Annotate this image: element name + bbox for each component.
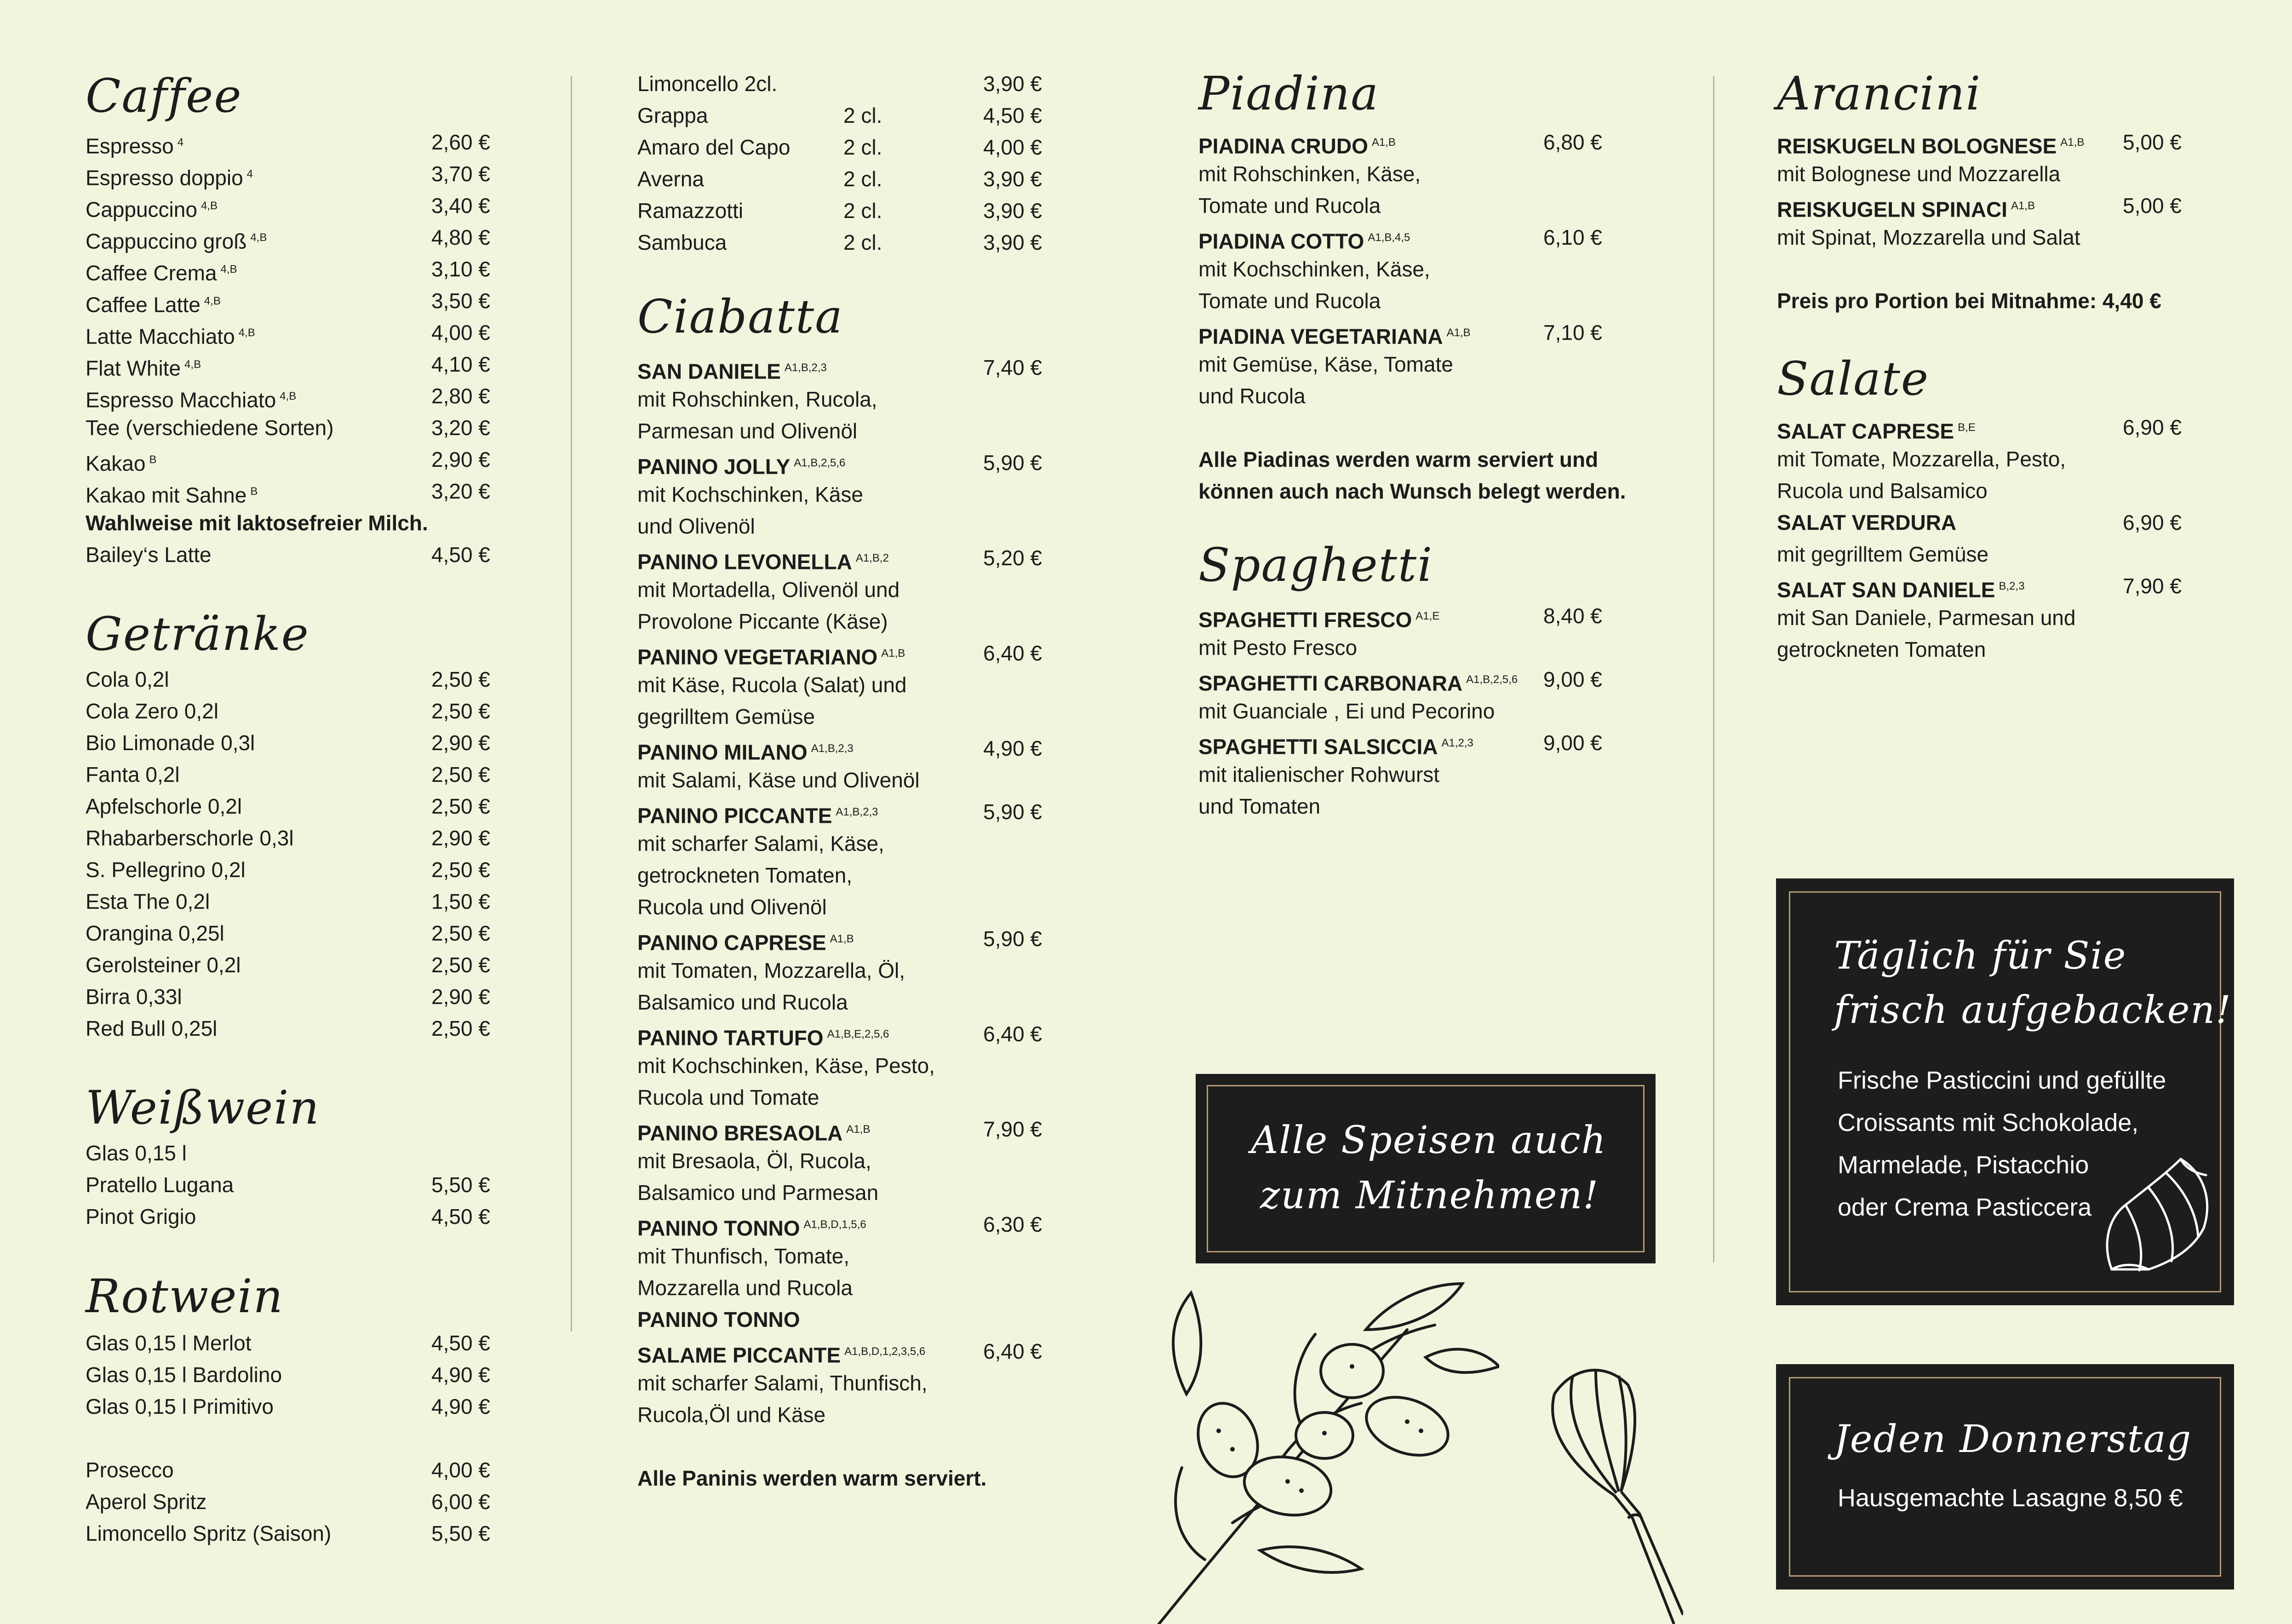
item-name: Rucola,Öl und Käse: [637, 1403, 826, 1427]
daily-text-line-1: Frische Pasticcini und gefüllte: [1838, 1067, 2166, 1094]
item-price: 5,90 €: [983, 800, 1042, 824]
item-price: 7,40 €: [983, 356, 1042, 379]
item-price: 2,90 €: [431, 826, 490, 850]
item-name: S. Pellegrino 0,2l: [86, 858, 246, 882]
item-name: PANINO TONNO: [637, 1216, 800, 1240]
item-name: Espresso Macchiato: [86, 388, 276, 412]
item-name: Aperol Spritz: [86, 1490, 207, 1514]
item-name: mit scharfer Salami, Thunfisch,: [637, 1371, 928, 1395]
allergen-codes: A1,2,3: [1441, 737, 1473, 749]
item-title: [637, 542, 889, 578]
allergen-codes: A1,B,4,5: [1368, 231, 1410, 244]
item-name: mit Bresaola, Öl, Rucola,: [637, 1149, 871, 1173]
item-price: 4,50 €: [983, 103, 1042, 127]
item-price: 5,50 €: [431, 1521, 490, 1545]
item-name: PANINO LEVONELLA: [637, 550, 852, 574]
item-price: 4,00 €: [431, 1458, 490, 1482]
column-ciabatta: [637, 0, 1042, 1624]
allergen-codes: 4,B: [280, 390, 297, 402]
item-name: Rucola und Olivenöl: [637, 895, 827, 919]
item-title: [86, 444, 156, 479]
item-name: gegrilltem Gemüse: [637, 705, 815, 729]
allergen-codes: 4: [246, 168, 253, 180]
item-name: Glas 0,15 l Primitivo: [86, 1394, 274, 1418]
item-name: PIADINA COTTO: [1198, 229, 1364, 253]
item-name: Ramazzotti: [637, 199, 744, 223]
daily-text-line-2: Croissants mit Schokolade,: [1838, 1109, 2139, 1136]
item-price: 2,90 €: [431, 448, 490, 471]
item-name: können auch nach Wunsch belegt werden.: [1198, 479, 1626, 503]
item-title: [86, 317, 255, 352]
item-name: Amaro del Capo: [637, 135, 791, 159]
item-name: mit San Daniele, Parmesan und: [1777, 606, 2076, 630]
item-name: und Tomaten: [1198, 794, 1321, 818]
allergen-codes: A1,B,D,1,2,3,5,6: [844, 1345, 926, 1358]
item-title: [637, 1113, 870, 1149]
item-name: Flat White: [86, 356, 181, 380]
item-price: 4,90 €: [431, 1394, 490, 1418]
item-price: 4,50 €: [431, 543, 490, 567]
item-name: Balsamico und Parmesan: [637, 1181, 879, 1205]
item-price: 1,50 €: [431, 889, 490, 913]
item-title: [86, 380, 296, 416]
item-name: mit Kochschinken, Käse: [637, 482, 863, 506]
item-price: 3,90 €: [983, 167, 1042, 191]
allergen-codes: 4,B: [184, 358, 201, 371]
allergen-codes: A1,B: [1371, 136, 1396, 149]
column-arancini: Arancini REISKUGELN BOLOGNESE $^{A1,B}$ 5,00 € mit Bolognese und Mozzarella REISKUGELN SPINACI $^{A1,B}$ 5,00 € mit Spinat, Mozzarella und Salat Preis pro Portion bei Mitnahme: 4,40 € Salate SALAT CAPRESE $^{B,E}$ 6,90 € mit Tomate, Mozzarella, Pesto, Rucola und Balsamico SALAT VERDURA 6,90 € mit gegrilltem Gemüse SALAT SAN DANIELE $^{B,2,3}$ 7,90 € mit San Daniele, Parmesan und getrockneten Tomaten: [1777, 0, 2191, 1624]
item-price: 3,90 €: [983, 230, 1042, 254]
item-title: [1777, 126, 2084, 162]
item-price: 7,10 €: [1543, 321, 1602, 344]
item-name: SPAGHETTI FRESCO: [1198, 608, 1412, 632]
section-title-getraenke: Getränke: [86, 607, 309, 661]
item-name: REISKUGELN SPINACI: [1777, 197, 2007, 222]
item-price: 3,50 €: [431, 289, 490, 313]
item-title: [86, 126, 183, 162]
item-title: [637, 1018, 889, 1054]
item-name: PANINO TONNO: [637, 1308, 800, 1331]
item-price: 3,10 €: [431, 257, 490, 281]
item-price: 2,50 €: [431, 1016, 490, 1040]
item-name: mit Spinat, Mozzarella und Salat: [1777, 225, 2080, 249]
item-name: Rucola und Tomate: [637, 1085, 819, 1109]
item-title: [86, 349, 201, 384]
item-name: Limoncello Spritz (Saison): [86, 1521, 332, 1545]
item-title: [1777, 412, 1976, 447]
item-size: 2 cl.: [843, 167, 882, 191]
item-title: [86, 253, 237, 289]
item-price: 3,20 €: [431, 416, 490, 440]
column-drinks: [86, 0, 490, 1624]
item-name: mit Rohschinken, Käse,: [1198, 162, 1421, 186]
column-divider-2: [1713, 76, 1714, 1262]
item-size: 2 cl.: [843, 103, 882, 127]
daily-title-line-2: frisch aufgebacken!: [1834, 988, 2232, 1032]
item-name: Rhabarberschorle 0,3l: [86, 826, 294, 850]
item-name: mit Mortadella, Olivenöl und: [637, 578, 900, 602]
item-name: mit Käse, Rucola (Salat) und: [637, 673, 907, 697]
item-name: Limoncello 2cl.: [637, 72, 778, 96]
item-name: Cappuccino groß: [86, 229, 247, 253]
allergen-codes: A1,B,2,5,6: [1466, 673, 1518, 686]
item-price: 7,90 €: [983, 1117, 1042, 1141]
item-price: 5,00 €: [2123, 130, 2182, 154]
item-name: mit Pesto Fresco: [1198, 636, 1358, 660]
item-name: Caffee Latte: [86, 293, 201, 317]
item-name: SAN DANIELE: [637, 359, 781, 384]
item-price: 2,50 €: [431, 699, 490, 723]
item-name: SALAME PICCANTE: [637, 1343, 841, 1367]
item-price: 2,50 €: [431, 921, 490, 945]
item-name: Glas 0,15 l Merlot: [86, 1331, 252, 1355]
item-name: mit Guanciale , Ei und Pecorino: [1198, 699, 1495, 723]
item-name: PANINO PICCANTE: [637, 803, 832, 828]
section-title-rotwein: Rotwein: [86, 1269, 284, 1323]
allergen-codes: A1,E: [1415, 610, 1440, 622]
item-name: Apfelschorle 0,2l: [86, 794, 242, 818]
allergen-codes: A1,B,2,3: [836, 806, 878, 818]
item-name: Tee (verschiedene Sorten): [86, 416, 334, 440]
item-name: Caffee Crema: [86, 261, 217, 285]
allergen-codes: A1,B,2: [855, 552, 889, 564]
item-price: 2,50 €: [431, 953, 490, 977]
item-name: Cola 0,2l: [86, 667, 169, 691]
allergen-codes: 4: [177, 136, 184, 149]
allergen-codes: A1,B: [2060, 136, 2085, 149]
item-price: 2,50 €: [431, 858, 490, 882]
item-name: Prosecco: [86, 1458, 174, 1482]
column-divider-1: [571, 76, 572, 1331]
item-name: Pratello Lugana: [86, 1173, 234, 1197]
item-name: SPAGHETTI CARBONARA: [1198, 671, 1463, 695]
section-title-salate: Salate: [1777, 352, 1930, 406]
item-price: 2,50 €: [431, 763, 490, 786]
item-name: SPAGHETTI SALSICCIA: [1198, 735, 1438, 759]
item-price: 3,90 €: [983, 199, 1042, 223]
allergen-codes: A1,B: [2011, 200, 2035, 212]
item-price: 6,40 €: [983, 1022, 1042, 1046]
item-name: mit italienischer Rohwurst: [1198, 763, 1440, 786]
item-title: [637, 352, 827, 387]
item-name: PANINO TARTUFO: [637, 1026, 824, 1050]
item-name: Rucola und Balsamico: [1777, 479, 1988, 503]
item-price: 7,90 €: [2123, 574, 2182, 598]
item-price: 6,90 €: [2123, 415, 2182, 439]
item-name: Tomate und Rucola: [1198, 289, 1381, 313]
item-name: Bio Limonade 0,3l: [86, 731, 255, 755]
section-title-ciabatta: Ciabatta: [637, 290, 843, 344]
item-price: 6,90 €: [2123, 511, 2182, 534]
item-price: 2,90 €: [431, 985, 490, 1009]
item-title: [86, 158, 253, 194]
item-price: 5,90 €: [983, 451, 1042, 475]
item-name: Espresso doppio: [86, 166, 243, 190]
item-price: 9,00 €: [1543, 731, 1602, 755]
allergen-codes: 4,B: [238, 327, 255, 339]
item-name: SALAT VERDURA: [1777, 511, 1957, 534]
item-name: Cola Zero 0,2l: [86, 699, 218, 723]
item-title: [637, 923, 854, 958]
allergen-codes: 4,B: [201, 200, 218, 212]
item-name: mit Tomate, Mozzarella, Pesto,: [1777, 447, 2066, 471]
allergen-codes: A1,B: [1446, 327, 1471, 339]
item-price: 6,40 €: [983, 641, 1042, 665]
item-name: Sambuca: [637, 230, 727, 254]
item-price: 5,50 €: [431, 1173, 490, 1197]
daily-bakery-box: [1776, 878, 2234, 1305]
daily-text-line-4: oder Crema Pasticcera: [1838, 1194, 2092, 1221]
item-name: Orangina 0,25l: [86, 921, 224, 945]
item-name: mit Bolognese und Mozzarella: [1777, 162, 2061, 186]
item-name: und Rucola: [1198, 384, 1306, 408]
item-price: 9,00 €: [1543, 667, 1602, 691]
item-name: Gerolsteiner 0,2l: [86, 953, 241, 977]
item-name: mit scharfer Salami, Käse,: [637, 832, 884, 855]
item-title: [1198, 222, 1410, 257]
item-title: [637, 637, 905, 673]
item-title: [1777, 570, 2025, 606]
item-title: [86, 222, 267, 257]
item-name: Fanta 0,2l: [86, 763, 180, 786]
item-name: mit Salami, Käse und Olivenöl: [637, 768, 920, 792]
allergen-codes: A1,B: [881, 647, 905, 660]
croissant-icon: [2093, 1154, 2218, 1279]
item-name: mit Thunfisch, Tomate,: [637, 1244, 850, 1268]
allergen-codes: B: [250, 485, 258, 498]
item-name: Red Bull 0,25l: [86, 1016, 218, 1040]
item-price: 5,00 €: [2123, 194, 2182, 218]
item-name: Kakao mit Sahne: [86, 483, 247, 507]
allergen-codes: A1,B,2,5,6: [794, 457, 846, 469]
allergen-codes: A1,B,E,2,5,6: [827, 1028, 889, 1040]
daily-title-line-1: Täglich für Sie: [1834, 934, 2127, 978]
item-price: 6,80 €: [1543, 130, 1602, 154]
item-title: [1198, 664, 1518, 699]
item-name: Alle Piadinas werden warm serviert und: [1198, 448, 1599, 471]
section-title-piadina: Piadina: [1198, 67, 1379, 121]
item-price: 4,90 €: [431, 1363, 490, 1387]
item-name: PANINO CAPRESE: [637, 930, 826, 955]
item-name: und Olivenöl: [637, 514, 755, 538]
item-price: 4,50 €: [431, 1331, 490, 1355]
allergen-codes: A1,B,2,3: [784, 362, 827, 374]
allergen-codes: A1,B: [846, 1123, 871, 1136]
item-name: Grappa: [637, 103, 708, 127]
item-name: Averna: [637, 167, 704, 191]
item-price: 4,50 €: [431, 1205, 490, 1228]
item-title: [637, 733, 854, 768]
item-name: Glas 0,15 l Bardolino: [86, 1363, 282, 1387]
item-title: [86, 190, 218, 225]
item-name: mit gegrilltem Gemüse: [1777, 542, 1989, 566]
item-price: 5,90 €: [983, 927, 1042, 951]
item-name: PANINO BRESAOLA: [637, 1121, 843, 1145]
thursday-box: [1776, 1364, 2234, 1590]
takeaway-box: [1196, 1074, 1656, 1263]
allergen-codes: A1,B: [830, 933, 854, 945]
allergen-codes: B: [149, 453, 157, 466]
item-name: getrockneten Tomaten: [1777, 637, 1986, 661]
item-title: [1777, 190, 2035, 225]
item-name: mit Rohschinken, Rucola,: [637, 387, 877, 411]
item-name: Cappuccino: [86, 197, 197, 222]
item-name: Wahlweise mit laktosefreier Milch.: [86, 511, 428, 535]
item-price: 4,00 €: [983, 135, 1042, 159]
allergen-codes: A1,B,2,3: [811, 742, 854, 755]
allergen-codes: A1,B,D,1,5,6: [803, 1218, 866, 1231]
takeaway-line-2: zum Mitnehmen!: [1260, 1174, 1599, 1217]
daily-text-line-3: Marmelade, Pistacchio: [1838, 1151, 2089, 1179]
item-price: 5,20 €: [983, 546, 1042, 570]
item-title: [637, 1336, 925, 1371]
item-title: [1198, 317, 1471, 352]
item-name: mit Gemüse, Käse, Tomate: [1198, 352, 1453, 376]
item-name: mit Tomaten, Mozzarella, Öl,: [637, 958, 905, 982]
item-price: 4,80 €: [431, 225, 490, 249]
item-name: PIADINA CRUDO: [1198, 134, 1368, 158]
item-price: 2,50 €: [431, 667, 490, 691]
item-size: 2 cl.: [843, 230, 882, 254]
item-price: 2,50 €: [431, 794, 490, 818]
section-title-spaghetti: Spaghetti: [1198, 538, 1433, 592]
item-title: [1198, 727, 1473, 763]
item-title: [637, 1209, 866, 1244]
item-name: Tomate und Rucola: [1198, 194, 1381, 218]
item-name: getrockneten Tomaten,: [637, 863, 853, 887]
whisk-icon: [1536, 1366, 1683, 1624]
item-name: Balsamico und Rucola: [637, 990, 848, 1014]
item-name: Alle Paninis werden warm serviert.: [637, 1466, 987, 1490]
item-size: 2 cl.: [843, 199, 882, 223]
item-price: 3,90 €: [983, 72, 1042, 96]
item-name: PANINO VEGETARIANO: [637, 645, 878, 669]
item-name: SALAT SAN DANIELE: [1777, 578, 1995, 602]
thursday-title: Jeden Donnerstag: [1834, 1417, 2192, 1461]
thursday-text: Hausgemachte Lasagne 8,50 €: [1838, 1484, 2183, 1512]
item-price: 8,40 €: [1543, 604, 1602, 628]
allergen-codes: B,2,3: [1999, 580, 2025, 592]
takeaway-line-1: Alle Speisen auch: [1251, 1119, 1607, 1162]
allergen-codes: B,E: [1958, 421, 1976, 434]
item-title: [637, 447, 845, 482]
item-name: Kakao: [86, 451, 146, 476]
item-name: SALAT CAPRESE: [1777, 419, 1954, 443]
item-name: PIADINA VEGETARIANA: [1198, 324, 1443, 349]
item-price: 6,40 €: [983, 1339, 1042, 1363]
item-price: 3,20 €: [431, 479, 490, 503]
section-title-arancini: Arancini: [1777, 67, 1982, 121]
item-title: [86, 285, 221, 321]
item-name: Birra 0,33l: [86, 985, 182, 1009]
item-price: 6,30 €: [983, 1212, 1042, 1236]
item-name: Espresso: [86, 134, 174, 158]
item-name: PANINO JOLLY: [637, 454, 791, 479]
section-title-caffee: Caffee: [86, 69, 242, 123]
item-title: [637, 796, 878, 832]
item-price: 3,70 €: [431, 162, 490, 186]
item-price: 2,90 €: [431, 731, 490, 755]
item-price: 4,10 €: [431, 352, 490, 376]
item-name: Parmesan und Olivenöl: [637, 419, 858, 443]
item-title: [86, 476, 258, 511]
item-title: [1198, 126, 1396, 162]
item-price: 6,00 €: [431, 1490, 490, 1514]
item-name: Esta The 0,2l: [86, 889, 210, 913]
allergen-codes: 4,B: [204, 295, 221, 307]
item-name: mit Kochschinken, Käse, Pesto,: [637, 1054, 935, 1078]
item-price: 4,00 €: [431, 321, 490, 344]
item-name: Bailey‘s Latte: [86, 543, 212, 567]
item-name: Provolone Piccante (Käse): [637, 609, 888, 633]
allergen-codes: 4,B: [220, 263, 237, 275]
item-name: mit Kochschinken, Käse,: [1198, 257, 1430, 281]
item-size: 2 cl.: [843, 135, 882, 159]
item-price: 2,80 €: [431, 384, 490, 408]
item-name: Glas 0,15 l: [86, 1141, 187, 1165]
item-name: Latte Macchiato: [86, 324, 235, 349]
allergen-codes: 4,B: [250, 231, 267, 244]
item-name: Mozzarella und Rucola: [637, 1276, 853, 1300]
item-title: [1198, 600, 1439, 636]
item-price: 3,40 €: [431, 194, 490, 218]
item-price: 4,90 €: [983, 736, 1042, 760]
section-title-weisswein: Weißwein: [86, 1081, 320, 1135]
takeaway-box-frame: [1207, 1085, 1645, 1252]
item-name: Pinot Grigio: [86, 1205, 196, 1228]
item-name: REISKUGELN BOLOGNESE: [1777, 134, 2057, 158]
olive-branch-icon: [1150, 1274, 1499, 1624]
item-price: 6,10 €: [1543, 225, 1602, 249]
item-price: 2,60 €: [431, 130, 490, 154]
item-name: PANINO MILANO: [637, 740, 808, 764]
